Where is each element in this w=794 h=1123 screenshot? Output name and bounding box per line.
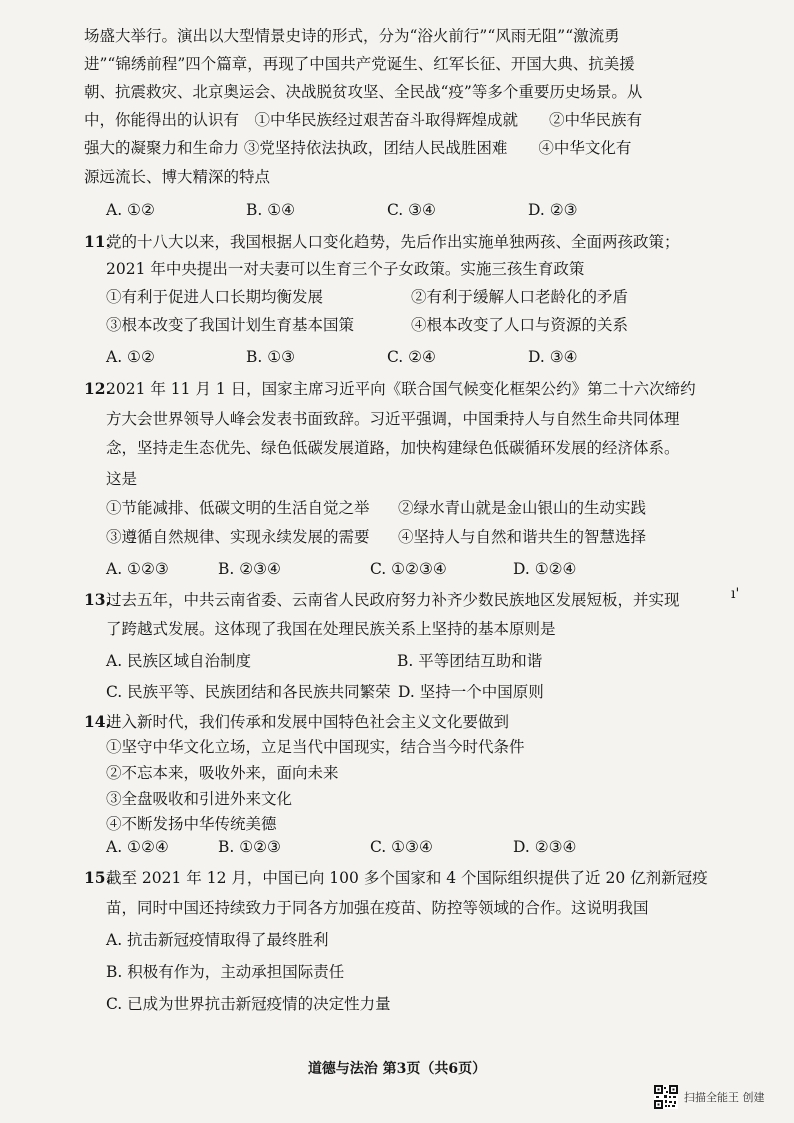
q10-option-a: A. ①② — [106, 201, 155, 219]
q13-option-b: B. 平等团结互助和谐 — [397, 652, 543, 670]
q14-statement: ④不断发扬中华传统美德 — [106, 815, 277, 833]
q12-line: 2021 年 11 月 1 日，国家主席习近平向《联合国气候变化框架公约》第二十六次缔约 — [106, 380, 696, 398]
q15-line: 截至 2021 年 12 月，中国已向 100 多个国家和 4 个国际组织提供了近 20 亿剂新冠疫 — [106, 869, 708, 887]
q15-number: 15. — [84, 868, 111, 887]
q13-number: 13. — [84, 590, 111, 609]
q13-option-c: C. 民族平等、民族团结和各民族共同繁荣 — [106, 683, 391, 701]
q10-line: 源远流长、博大精深的特点 — [84, 168, 271, 186]
q12-option-a: A. ①②③ — [106, 560, 169, 578]
q11-option-b: B. ①③ — [246, 348, 296, 366]
q12-option-d: D. ①②④ — [513, 560, 577, 578]
q11-statement: ③根本改变了我国计划生育基本国策 — [106, 316, 355, 334]
q10-line: 朝、抗震救灾、北京奥运会、决战脱贫攻坚、全民战“疫”等多个重要历史场景。从 — [84, 83, 643, 101]
scanner-watermark — [654, 1085, 765, 1109]
q13-line: 了跨越式发展。这体现了我国在处理民族关系上坚持的基本原则是 — [106, 620, 556, 638]
q11-statement: ②有利于缓解人口老龄化的矛盾 — [411, 288, 629, 306]
q12-statement: ③遵循自然规律、实现永续发展的需要 — [106, 528, 370, 546]
q11-line: 2021 年中央提出一对夫妻可以生育三个子女政策。实施三孩生育政策 — [106, 260, 585, 278]
q14-option-d: D. ②③④ — [513, 838, 577, 856]
q14-number: 14. — [84, 712, 111, 731]
q12-line: 这是 — [106, 470, 138, 488]
q12-line: 念，坚持走生态优先、绿色低碳发展道路，加快构建绿色低碳循环发展的经济体系。 — [106, 439, 680, 457]
watermark-text: 扫描全能王 创建 — [684, 1091, 765, 1104]
q10-line: 强大的凝聚力和生命力 ③党坚持依法执政，团结人民战胜困难 ④中华文化有 — [84, 139, 632, 157]
q12-number: 12. — [84, 379, 111, 398]
q14-option-a: A. ①②④ — [106, 838, 169, 856]
q15-line: 苗，同时中国还持续致力于同各方加强在疫苗、防控等领域的合作。这说明我国 — [106, 899, 649, 917]
q12-line: 方大会世界领导人峰会发表书面致辞。习近平强调，中国秉持人与自然生命共同体理 — [106, 410, 680, 428]
q14-statement: ①坚守中华文化立场，立足当代中国现实，结合当今时代条件 — [106, 738, 525, 756]
q11-statement: ④根本改变了人口与资源的关系 — [411, 316, 629, 334]
q11-option-c: C. ②④ — [387, 348, 436, 366]
q12-option-c: C. ①②③④ — [370, 560, 447, 578]
q10-option-d: D. ②③ — [528, 201, 578, 219]
q14-option-c: C. ①③④ — [370, 838, 433, 856]
q11-line: 党的十八大以来，我国根据人口变化趋势，先后作出实施单独两孩、全面两孩政策； — [106, 233, 680, 251]
q10-line: 中，你能得出的认识有 ①中华民族经过艰苦奋斗取得辉煌成就 ②中华民族有 — [84, 111, 643, 129]
q15-option-a: A. 抗击新冠疫情取得了最终胜利 — [106, 931, 329, 949]
q12-statement: ④坚持人与自然和谐共生的智慧选择 — [398, 528, 647, 546]
q11-number: 11. — [84, 232, 111, 251]
q13-line: 过去五年，中共云南省委、云南省人民政府努力补齐少数民族地区发展短板，并实现 — [106, 591, 680, 609]
q10-option-b: B. ①④ — [246, 201, 296, 219]
qr-code-icon — [654, 1085, 678, 1109]
q11-statement: ①有利于促进人口长期均衡发展 — [106, 288, 324, 306]
q12-statement: ①节能减排、低碳文明的生活自觉之举 — [106, 499, 370, 517]
q10-option-c: C. ③④ — [387, 201, 436, 219]
q14-option-b: B. ①②③ — [218, 838, 281, 856]
q13-option-d: D. 坚持一个中国原则 — [398, 683, 544, 701]
q12-statement: ②绿水青山就是金山银山的生动实践 — [398, 499, 647, 517]
q11-option-d: D. ③④ — [528, 348, 578, 366]
page-footer: 道德与法治 第3页（共6页） — [307, 1061, 487, 1077]
q12-option-b: B. ②③④ — [218, 560, 281, 578]
q10-line: 进”“锦绣前程”四个篇章，再现了中国共产党诞生、红军长征、开国大典、抗美援 — [84, 55, 635, 73]
q10-line: 场盛大举行。演出以大型情景史诗的形式，分为“浴火前行”“风雨无阻”“激流勇 — [84, 27, 620, 45]
stray-mark: ı' — [731, 586, 740, 602]
q14-statement: ②不忘本来，吸收外来，面向未来 — [106, 764, 339, 782]
q15-option-b: B. 积极有作为，主动承担国际责任 — [106, 963, 345, 981]
q14-line: 进入新时代，我们传承和发展中国特色社会主义文化要做到 — [106, 713, 510, 731]
q11-option-a: A. ①② — [106, 348, 155, 366]
q13-option-a: A. 民族区域自治制度 — [106, 652, 252, 670]
q14-statement: ③全盘吸收和引进外来文化 — [106, 790, 293, 808]
q15-option-c: C. 已成为世界抗击新冠疫情的决定性力量 — [106, 995, 391, 1013]
